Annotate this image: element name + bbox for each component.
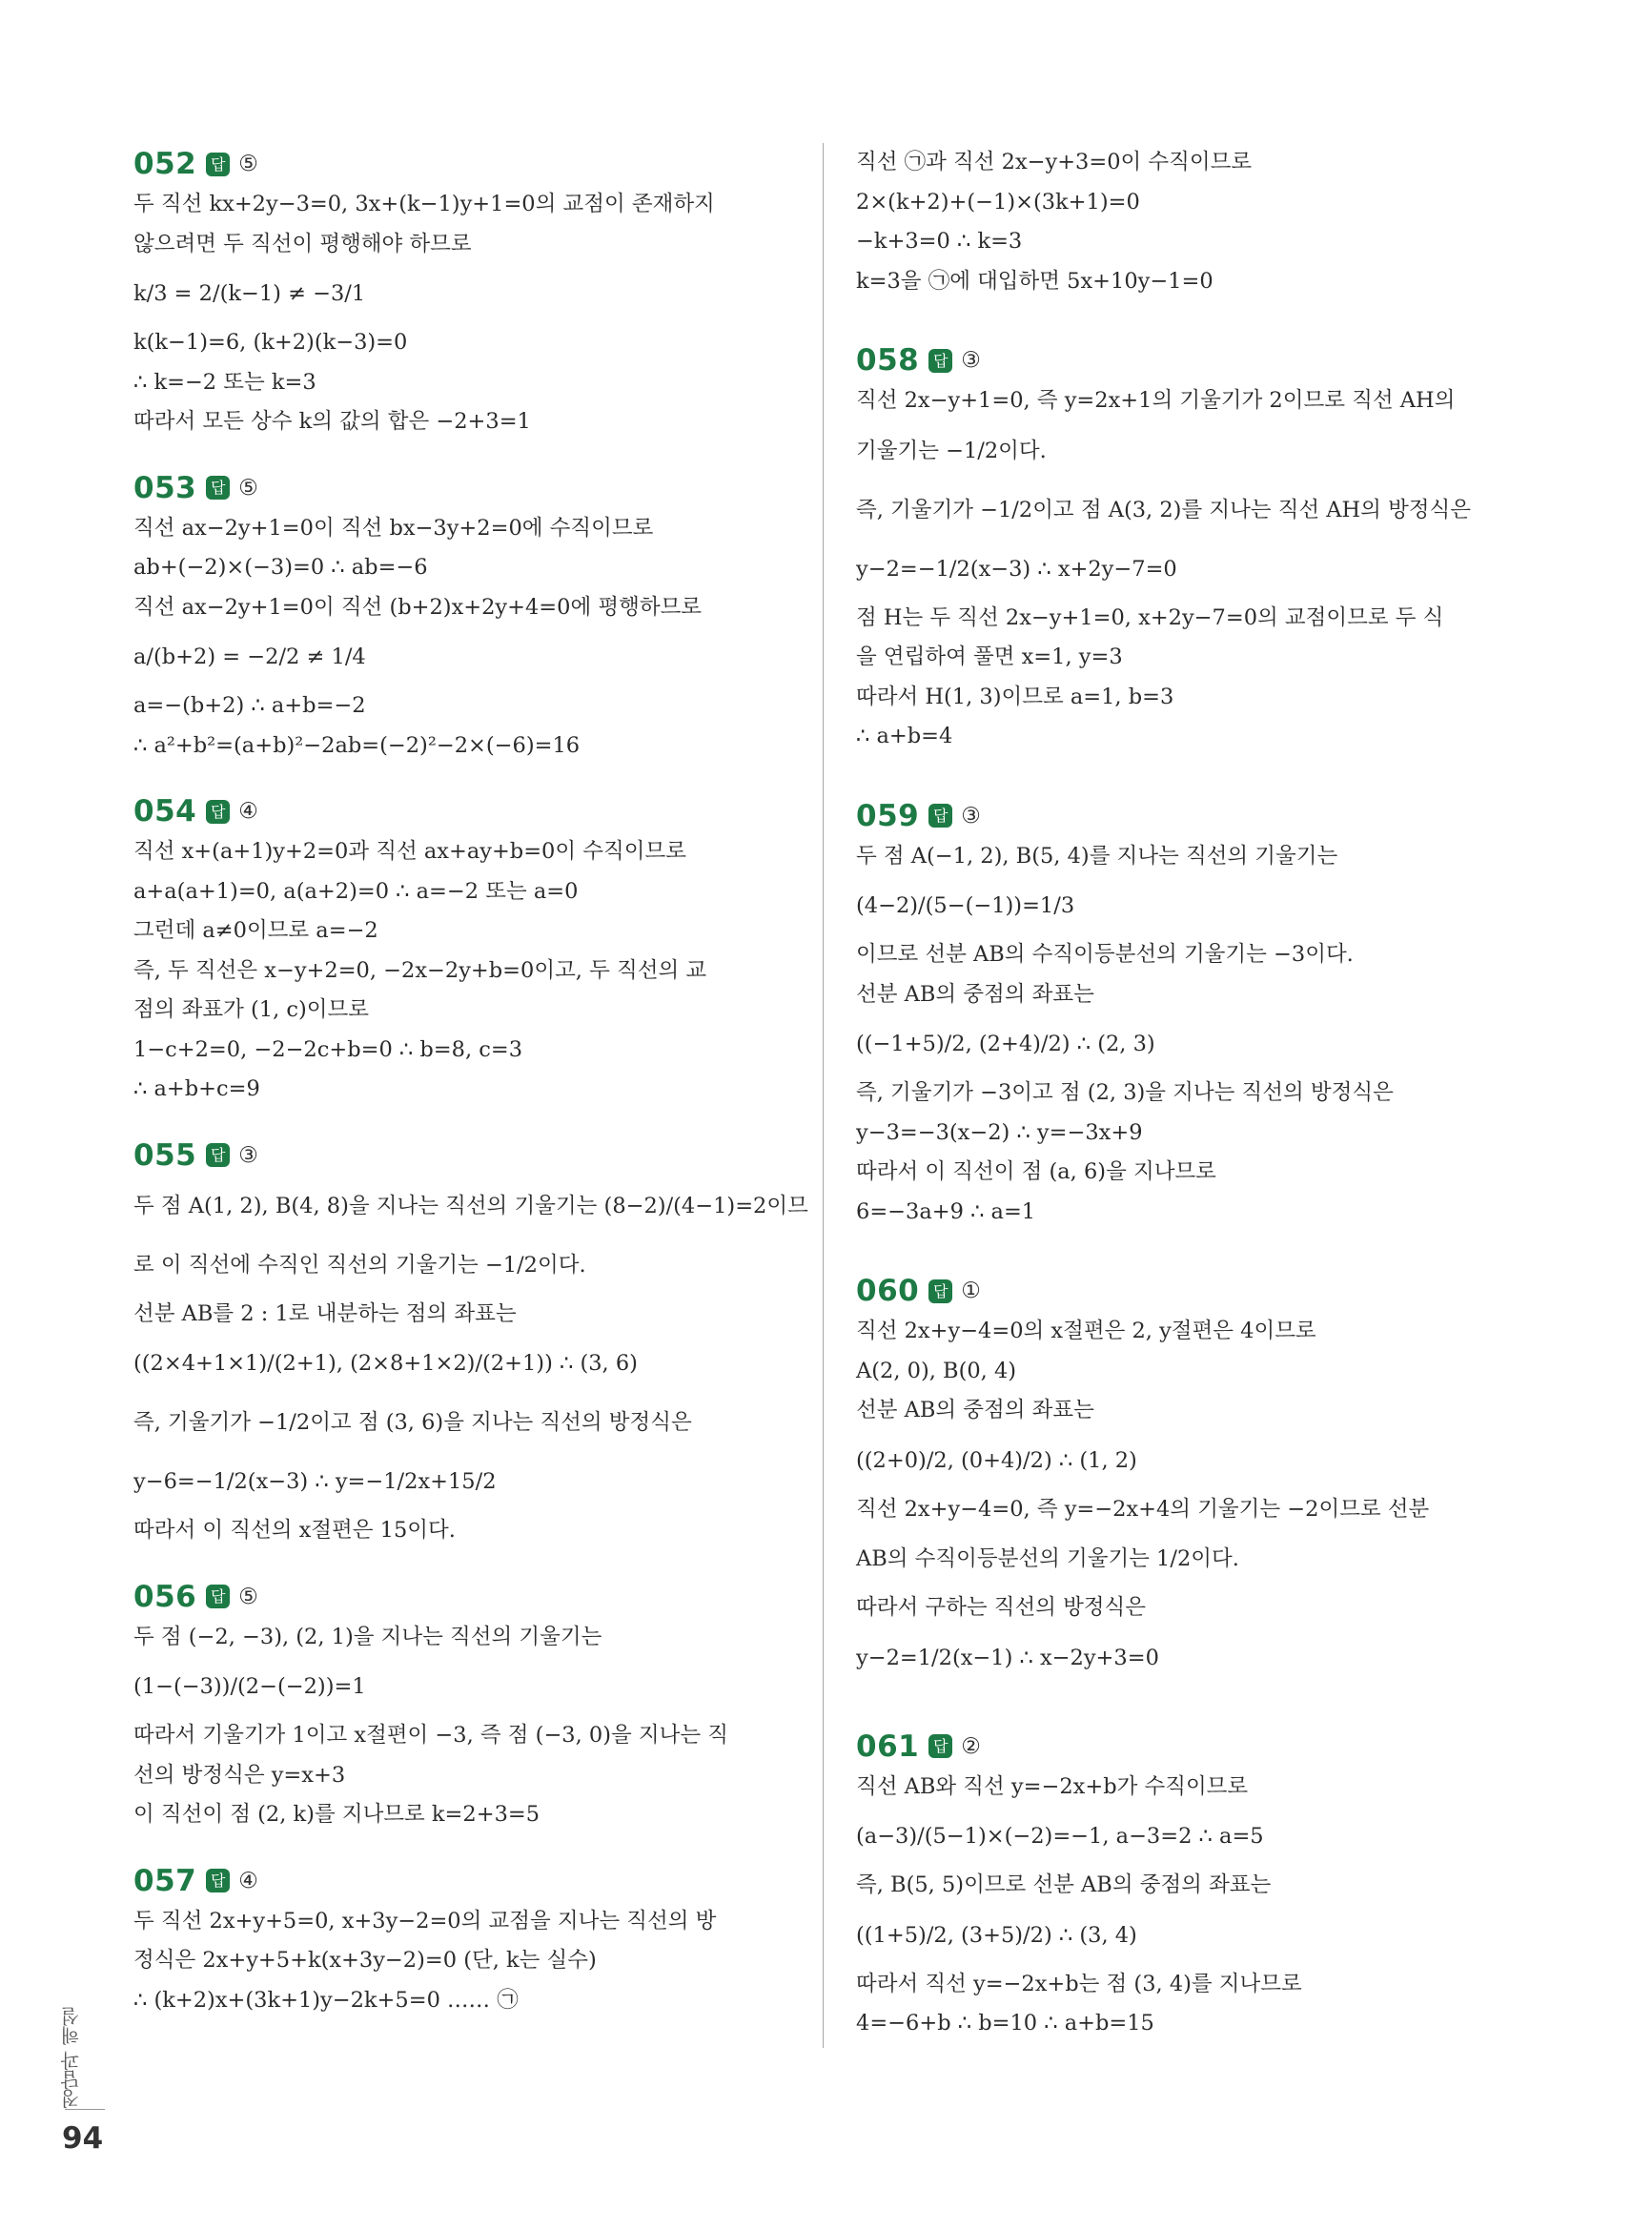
answer-choice: ③ [238,1142,258,1168]
problem-header [133,790,791,832]
solution-line: y−3=−3(x−2) ∴ y=−3x+9 [856,1119,1143,1145]
solution-line: ∴ k=−2 또는 k=3 [133,369,316,395]
answer-choice: ⑤ [238,152,258,176]
solution-line: 직선 x+(a+1)y+2=0과 직선 ax+ay+b=0이 수직이므로 [133,839,686,864]
solution-line: 따라서 H(1, 3)이므로 a=1, b=3 [856,684,1174,709]
problem-continued [856,143,1523,301]
solution-line: 기울기는 −1/2이다. [856,438,1047,463]
problem-number: 057 [133,1863,197,1898]
answer-badge: 답 [928,1279,952,1303]
problem-054 [133,790,791,1110]
solution-line: a=−(b+2) ∴ a+b=−2 [133,693,366,718]
solution-line: 즉, 두 직선은 x−y+2=0, −2x−2y+b=0이고, 두 직선의 교 [133,957,707,983]
problem-056 [133,1576,791,1835]
answer-badge: 답 [928,1734,952,1758]
solution-line: 직선 ax−2y+1=0이 직선 bx−3y+2=0에 수직이므로 [133,515,654,541]
solution-line: 선분 AB의 중점의 좌표는 [856,1398,1094,1422]
answer-badge: 답 [206,153,230,176]
answer-choice: ④ [238,1868,258,1893]
solution-line: 을 연립하여 풀면 x=1, y=3 [856,644,1123,669]
solution-line: k=3을 ㉠에 대입하면 5x+10y−1=0 [856,268,1214,294]
problem-number: 052 [133,147,197,181]
solution-line: 점의 좌표가 (1, c)이므로 [133,997,369,1022]
solution-line: 따라서 이 직선이 점 (a, 6)을 지나므로 [856,1159,1216,1184]
solution-line: (4−2)/(5−(−1))=1/3 [856,893,1075,918]
answer-choice: ⑤ [238,1584,258,1609]
solution-line: a+a(a+1)=0, a(a+2)=0 ∴ a=−2 또는 a=0 [133,878,579,904]
problem-058 [856,339,1523,757]
solution-line: 두 점 A(−1, 2), B(5, 4)를 지나는 직선의 기울기는 [856,843,1338,869]
problem-header [856,795,1523,837]
problem-header [856,339,1523,381]
solution-line: ((1+5)/2, (3+5)/2) ∴ (3, 4) [856,1922,1137,1948]
solution-line: 그런데 a≠0이므로 a=−2 [133,918,378,943]
problem-053 [133,467,791,767]
solution-line: AB의 수직이등분선의 기울기는 1/2이다. [856,1546,1239,1571]
solution-line: 1−c+2=0, −2−2c+b=0 ∴ b=8, c=3 [133,1036,523,1062]
solution-line: (1−(−3))/(2−(−2))=1 [133,1674,366,1699]
solution-line: 2×(k+2)+(−1)×(3k+1)=0 [856,189,1140,215]
answer-badge: 답 [206,800,230,824]
solution-line: 정식은 2x+y+5+k(x+3y−2)=0 (단, k는 실수) [133,1948,597,1973]
solution-line: a/(b+2) = −2/2 ≠ 1/4 [133,644,366,669]
solution-line: ((−1+5)/2, (2+4)/2) ∴ (2, 3) [856,1032,1155,1056]
solution-line: 점 H는 두 직선 2x−y+1=0, x+2y−7=0의 교점이므로 두 식 [856,604,1444,630]
solution-line: 이므로 선분 AB의 수직이등분선의 기울기는 −3이다. [856,942,1354,967]
solution-line: 즉, B(5, 5)이므로 선분 AB의 중점의 좌표는 [856,1872,1272,1897]
page-number: 94 [62,2121,104,2156]
problem-header [133,467,791,509]
solution-line: 따라서 모든 상수 k의 값의 합은 −2+3=1 [133,409,531,434]
solution-line: 직선 ㉠과 직선 2x−y+3=0이 수직이므로 [856,150,1253,174]
answer-badge: 답 [928,804,952,828]
solution-line: y−6=−1/2(x−3) ∴ y=−1/2x+15/2 [133,1469,497,1494]
solution-line: 선분 AB를 2 : 1로 내분하는 점의 좌표는 [133,1300,517,1326]
solution-line: 직선 AB와 직선 y=−2x+b가 수직이므로 [856,1773,1249,1799]
solution-line: y−2=−1/2(x−3) ∴ x+2y−7=0 [856,556,1177,582]
problem-number: 054 [133,794,197,829]
solution-line: 않으려면 두 직선이 평행해야 하므로 [133,231,472,256]
solution-line: 두 직선 kx+2y−3=0, 3x+(k−1)y+1=0의 교점이 존재하지 [133,192,715,216]
solution-line: 따라서 기울기가 1이고 x절편이 −3, 즉 점 (−3, 0)을 지나는 직 [133,1723,729,1748]
solution-line: 선분 AB의 중점의 좌표는 [856,981,1094,1007]
problem-061 [856,1726,1523,2044]
answer-badge: 답 [206,1869,230,1892]
problem-header [133,1860,791,1902]
problem-060 [856,1270,1523,1688]
solution-line: A(2, 0), B(0, 4) [856,1358,1017,1383]
solution-line: 두 점 (−2, −3), (2, 1)을 지나는 직선의 기울기는 [133,1624,602,1649]
problem-052 [133,143,791,442]
solution-line: −k+3=0 ∴ k=3 [856,229,1023,254]
right-column [856,143,1523,2044]
solution-line: (a−3)/(5−1)×(−2)=−1, a−3=2 ∴ a=5 [856,1824,1264,1849]
solution-line: 직선 ax−2y+1=0이 직선 (b+2)x+2y+4=0에 평행하므로 [133,594,703,620]
problem-header [133,143,791,185]
column-divider [823,143,824,2048]
solution-line: 선의 방정식은 y=x+3 [133,1762,346,1788]
solution-line: 두 점 A(1, 2), B(4, 8)을 지나는 직선의 기울기는 (8−2)/(4−1)=2이므 [133,1193,808,1218]
answer-choice: ④ [238,799,258,824]
problem-number: 061 [856,1729,920,1764]
answer-choice: ② [961,1733,981,1759]
problem-header [856,1270,1523,1312]
solution-line: k/3 = 2/(k−1) ≠ −3/1 [133,281,366,306]
solution-line: 직선 2x−y+1=0, 즉 y=2x+1의 기울기가 2이므로 직선 AH의 [856,388,1456,413]
solution-line: k(k−1)=6, (k+2)(k−3)=0 [133,330,408,355]
solution-line: y−2=1/2(x−1) ∴ x−2y+3=0 [856,1645,1159,1670]
solution-line: 즉, 기울기가 −1/2이고 점 A(3, 2)를 지나는 직선 AH의 방정식은 [856,497,1472,522]
solution-line: ∴ a+b+c=9 [133,1076,260,1101]
solution-line: 로 이 직선에 수직인 직선의 기울기는 −1/2이다. [133,1252,586,1278]
answer-choice: ⑤ [238,475,258,501]
solution-line: 따라서 직선 y=−2x+b는 점 (3, 4)를 지나므로 [856,1971,1302,1996]
solution-line: ab+(−2)×(−3)=0 ∴ ab=−6 [133,555,428,580]
problem-055 [133,1135,808,1551]
problem-number: 058 [856,343,920,378]
solution-line: 즉, 기울기가 −1/2이고 점 (3, 6)을 지나는 직선의 방정식은 [133,1410,692,1435]
solution-line: 이 직선이 점 (2, k)를 지나므로 k=2+3=5 [133,1802,540,1827]
side-label: 정답과 해설 [60,2007,83,2109]
solution-line: 따라서 이 직선의 x절편은 15이다. [133,1518,456,1543]
solution-line: 즉, 기울기가 −3이고 점 (2, 3)을 지나는 직선의 방정식은 [856,1080,1394,1105]
solution-line: 두 직선 2x+y+5=0, x+3y−2=0의 교점을 지나는 직선의 방 [133,1908,717,1933]
answer-badge: 답 [206,476,230,500]
problem-header [133,1576,791,1618]
answer-choice: ① [961,1279,981,1303]
solution-line: ((2×4+1×1)/(2+1), (2×8+1×2)/(2+1)) ∴ (3, 6) [133,1351,638,1376]
answer-choice: ③ [961,803,981,829]
problem-number: 060 [856,1274,920,1308]
answer-badge: 답 [206,1585,230,1608]
answer-badge: 답 [206,1143,230,1167]
side-rule [65,2109,105,2110]
left-column [133,143,808,2020]
answer-choice: ③ [961,348,981,373]
solution-line: ∴ a+b=4 [856,724,953,748]
solution-line: 직선 2x+y−4=0의 x절편은 2, y절편은 4이므로 [856,1319,1316,1343]
problem-number: 056 [133,1579,197,1614]
answer-badge: 답 [928,349,952,373]
problem-header [133,1135,791,1176]
problem-number: 055 [133,1137,197,1173]
solution-line: 6=−3a+9 ∴ a=1 [856,1198,1036,1224]
solution-line: ((2+0)/2, (0+4)/2) ∴ (1, 2) [856,1447,1137,1473]
solution-line: ∴ (k+2)x+(3k+1)y−2k+5=0 …… ㉠ [133,1987,519,2013]
solution-line: ∴ a²+b²=(a+b)²−2ab=(−2)²−2×(−6)=16 [133,732,581,758]
solution-line: 4=−6+b ∴ b=10 ∴ a+b=15 [856,2011,1154,2036]
problem-number: 053 [133,470,197,505]
problem-057 [133,1860,791,2021]
problem-number: 059 [856,798,920,833]
solution-line: 따라서 구하는 직선의 방정식은 [856,1595,1147,1620]
problem-header [856,1726,1523,1768]
problem-059 [856,795,1523,1233]
solution-line: 직선 2x+y−4=0, 즉 y=−2x+4의 기울기는 −2이므로 선분 [856,1496,1430,1522]
